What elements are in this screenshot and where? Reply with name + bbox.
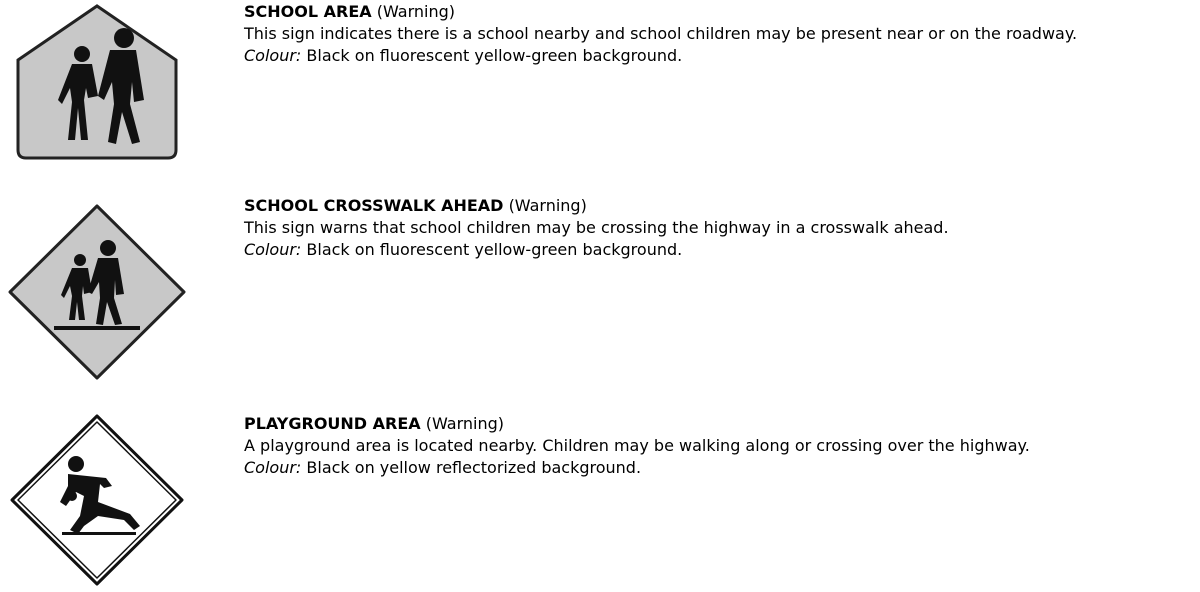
school-area-sign-icon (14, 4, 180, 162)
sign-title: SCHOOL AREA (244, 2, 372, 21)
sign-category: (Warning) (425, 414, 505, 433)
sign-category: (Warning) (508, 196, 587, 215)
sign-description: This sign indicates there is a school nearby and school children may be present near or on the roadway. (244, 24, 1078, 43)
colour-text: Black on fluorescent yellow-green background. (306, 46, 683, 65)
sign-description: This sign warns that school children may be crossing the highway in a crosswalk ahead. (244, 218, 949, 237)
colour-label: Colour: (244, 458, 302, 477)
sign-category: (Warning) (376, 2, 455, 21)
playground-sign-icon (8, 412, 186, 588)
colour-text: Black on fluorescent yellow-green background. (306, 240, 683, 259)
colour-label: Colour: (244, 46, 302, 65)
sign-entry-playground-area (244, 413, 1030, 479)
sign-title: PLAYGROUND AREA (244, 414, 421, 433)
sign-entry-school-area (244, 1, 1077, 67)
school-crosswalk-sign-icon (6, 202, 188, 382)
sign-description: A playground area is located nearby. Children may be walking along or crossing over the highway. (244, 436, 1030, 455)
colour-label: Colour: (244, 240, 302, 259)
colour-text: Black on yellow reflectorized background. (306, 458, 642, 477)
sign-title: SCHOOL CROSSWALK AHEAD (244, 196, 504, 215)
sign-entry-school-crosswalk (244, 195, 949, 261)
